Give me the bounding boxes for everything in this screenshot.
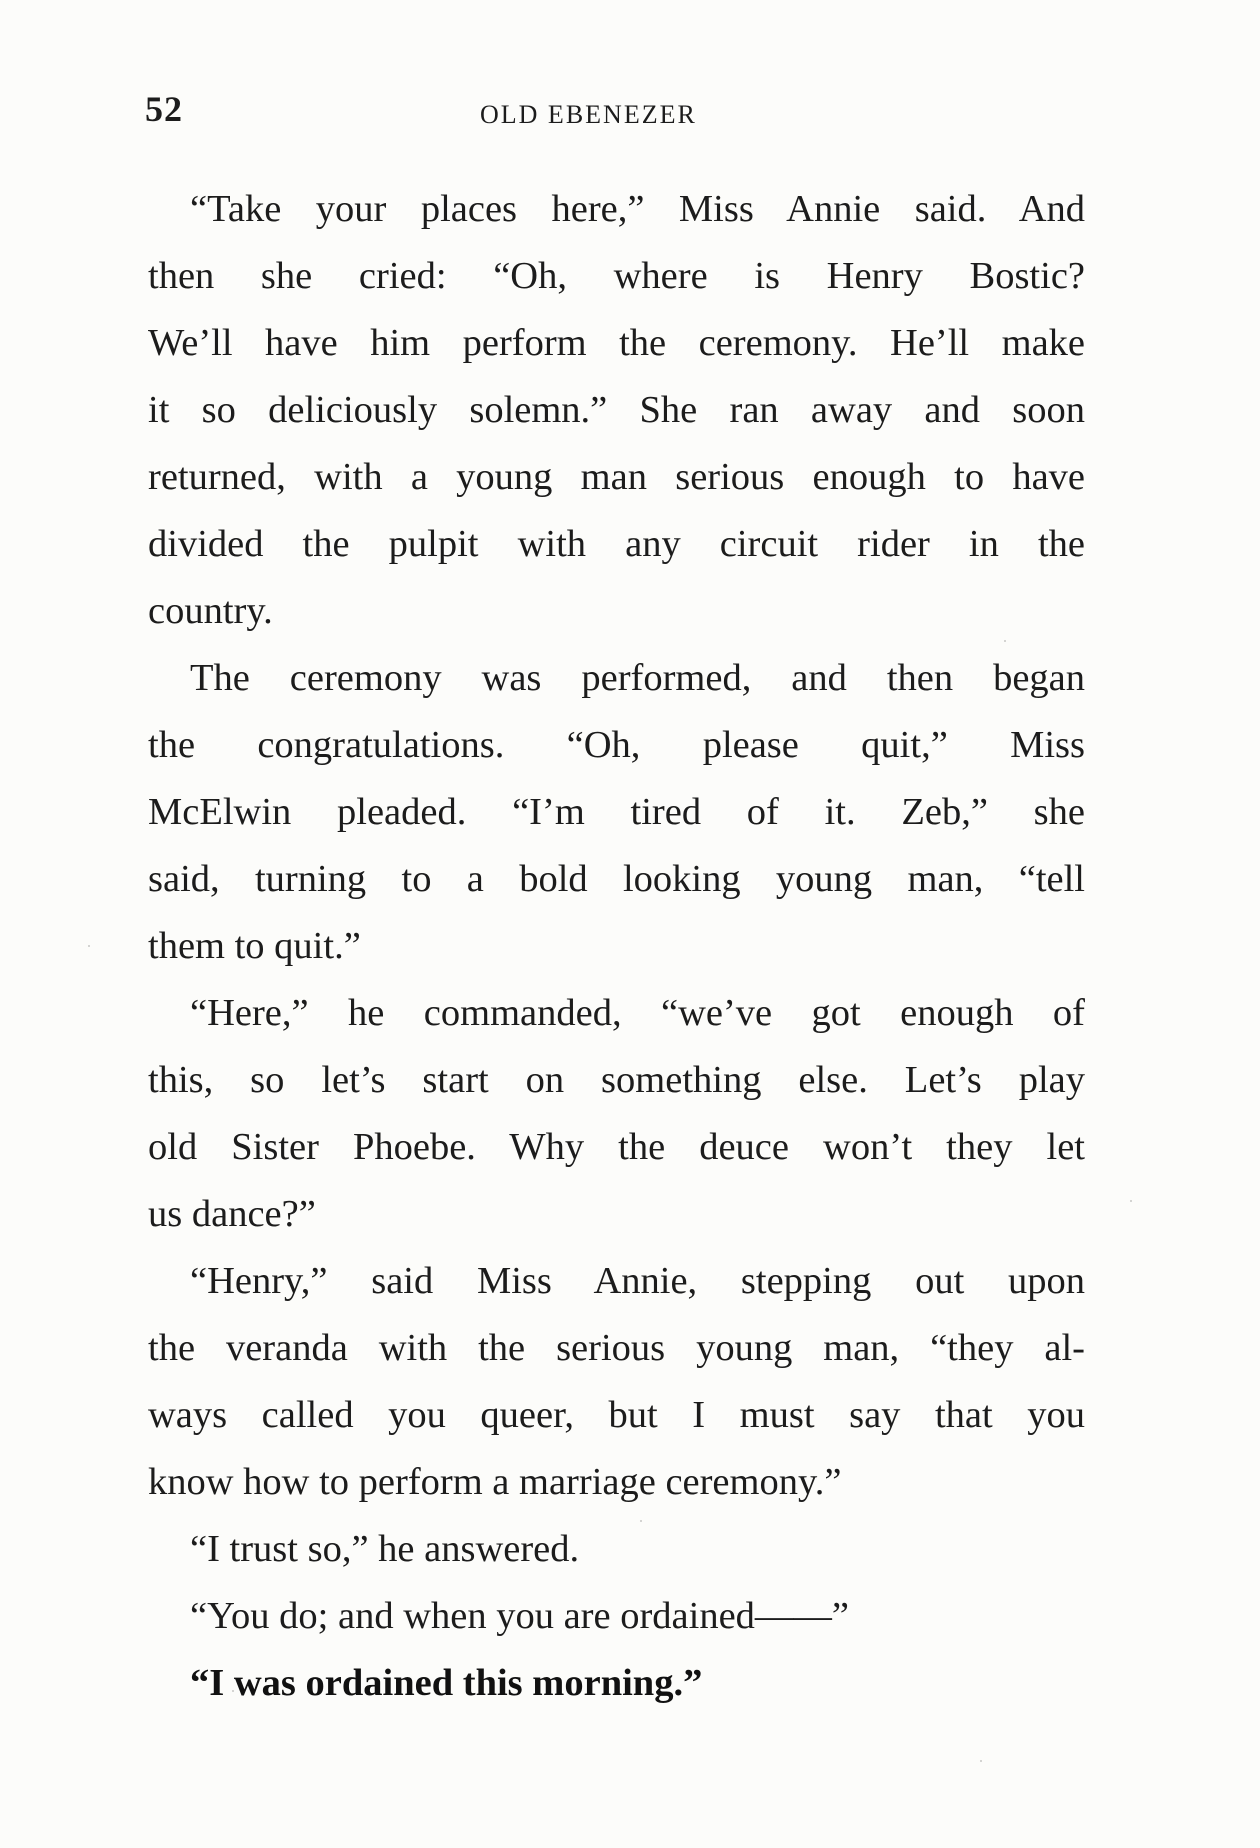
paper-speck — [88, 945, 90, 947]
paragraph-3 — [148, 980, 1085, 1248]
text-line: divided the pulpit with any circuit rider in the — [148, 523, 1085, 565]
text-line: know how to perform a marriage ceremony.” — [148, 1461, 842, 1503]
text-line: “Here,” he commanded, “we’ve got enough of — [190, 992, 1085, 1034]
text-line: The ceremony was performed, and then began — [190, 657, 1085, 699]
text-line: the veranda with the serious young man, “they al- — [148, 1327, 1085, 1369]
text-line: We’ll have him perform the ceremony. He’ll make — [148, 322, 1085, 364]
text-line: this, so let’s start on something else. Let’s play — [148, 1059, 1085, 1101]
text-line: then she cried: “Oh, where is Henry Bostic? — [148, 255, 1085, 297]
text-line: “Take your places here,” Miss Annie said. And — [190, 188, 1085, 230]
text-line: the congratulations. “Oh, please quit,” Miss — [148, 724, 1085, 766]
page-number: 52 — [145, 89, 183, 129]
text-line: “Henry,” said Miss Annie, stepping out upon — [190, 1260, 1085, 1302]
paragraph-1 — [148, 176, 1085, 645]
text-line: ways called you queer, but I must say that you — [148, 1394, 1085, 1436]
text-line: said, turning to a bold looking young man, “tell — [148, 858, 1085, 900]
text-line: “I was ordained this morning.” — [190, 1662, 703, 1704]
paragraph-2 — [148, 645, 1085, 980]
running-title: OLD EBENEZER — [480, 100, 697, 129]
text-line: McElwin pleaded. “I’m tired of it. Zeb,” she — [148, 791, 1085, 833]
text-line: us dance?” — [148, 1193, 316, 1235]
text-line: it so deliciously solemn.” She ran away and soon — [148, 389, 1085, 431]
paragraph-4 — [148, 1248, 1085, 1516]
text-line: “You do; and when you are ordained——” — [190, 1595, 849, 1637]
text-line: “I trust so,” he answered. — [190, 1528, 580, 1570]
text-line: them to quit.” — [148, 925, 361, 967]
paragraph-7 — [148, 1650, 1085, 1717]
paper-speck — [980, 1760, 982, 1762]
paragraph-5 — [148, 1516, 1085, 1583]
paragraph-6 — [148, 1583, 1085, 1650]
text-line: old Sister Phoebe. Why the deuce won’t they let — [148, 1126, 1085, 1168]
text-line: returned, with a young man serious enough to have — [148, 456, 1085, 498]
text-line: country. — [148, 590, 273, 632]
body-text — [148, 176, 1085, 1717]
paper-speck — [1130, 1200, 1132, 1202]
